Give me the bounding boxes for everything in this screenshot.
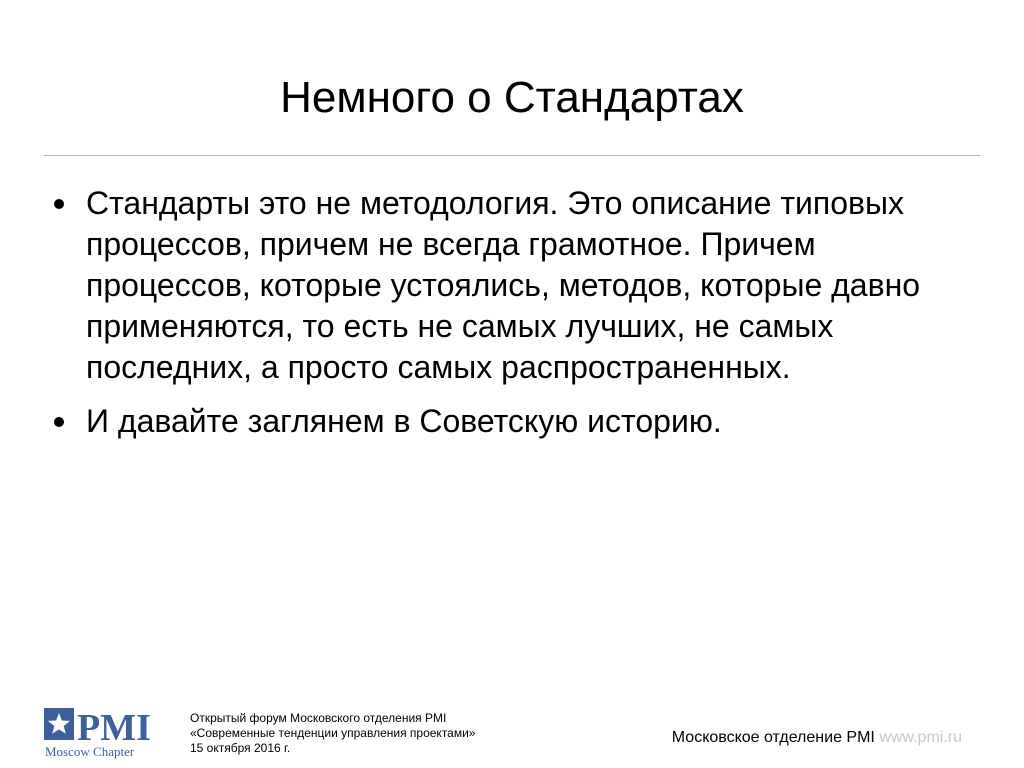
logo-wordmark: PMI (77, 707, 151, 749)
bullet-item (54, 183, 954, 388)
bullet-list (54, 183, 954, 455)
bullet-text: И давайте заглянем в Советскую историю. (86, 403, 722, 439)
pmi-logo (44, 704, 170, 760)
footer-org (570, 728, 962, 748)
slide-title: Немного о Стандартах (280, 73, 744, 122)
footer-org-label: Московское отделение PMI (671, 729, 875, 746)
logo-subtitle: Moscow Chapter (45, 744, 135, 759)
bullet-item (54, 401, 954, 442)
footer-event-title: Открытый форум Московского отделения PMI (190, 711, 447, 725)
bullet-dot-icon (54, 417, 64, 427)
footer-event-date: 15 октября 2016 г. (190, 741, 291, 755)
footer-website-link[interactable]: www.pmi.ru (879, 729, 962, 746)
footer-event-subtitle: «Современные тенденции управления проектами» (190, 726, 476, 740)
bullet-text: Стандарты это не методология. Это описание типовых процессов, причем не всегда грамотное. Причем процессов, которые устоялись, методов, которые давно применяются, то есть не самых лучших, не самых последних, а просто самых распространенных. (86, 185, 921, 385)
bullet-dot-icon (54, 199, 64, 209)
title-divider (44, 155, 980, 156)
footer-event-info (190, 711, 550, 756)
